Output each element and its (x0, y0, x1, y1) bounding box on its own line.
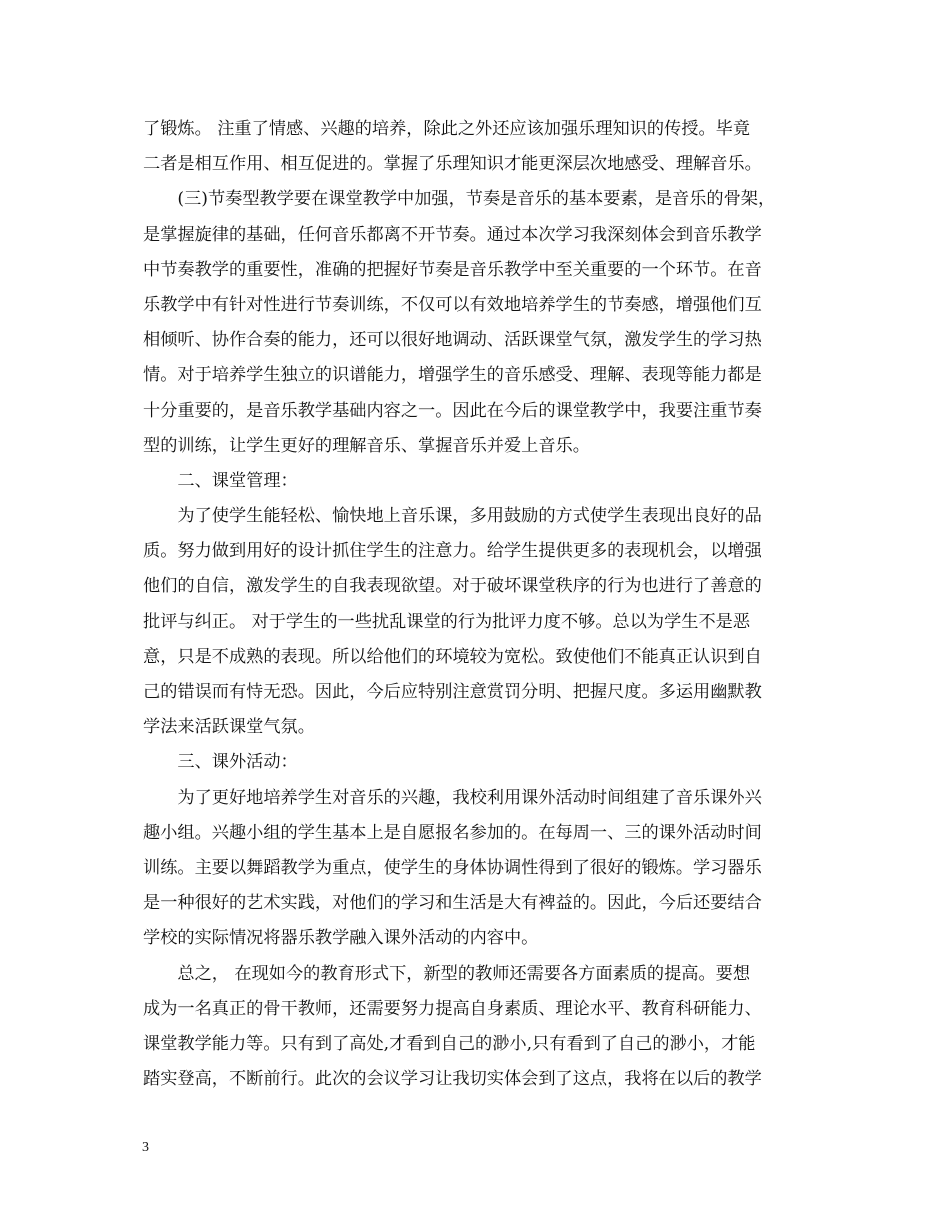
text-line: 情。对于培养学生独立的识谱能力，增强学生的音乐感受、理解、表现等能力都是 (143, 365, 762, 386)
body-text (143, 112, 813, 1097)
text-line: 己的错误而有恃无恐。因此，今后应特别注意赏罚分明、把握尺度。多运用幽默教 (143, 682, 762, 702)
text-line: 中节奏教学的重要性，准确的把握好节奏是音乐教学中至关重要的一个环节。在音 (143, 259, 762, 280)
text-line: 了锻炼。 注重了情感、兴趣的培养，除此之外还应该加强乐理知识的传授。毕竟 (143, 119, 751, 139)
text-line: 乐教学中有针对性进行节奏训练，不仅可以有效地培养学生的节奏感，增强他们互 (143, 294, 762, 315)
text-line: 为了使学生能轻松、愉快地上音乐课，多用鼓励的方式使学生表现出良好的品 (143, 506, 762, 527)
text-line: 课堂教学能力等。只有到了高处,才看到自己的渺小,只有看到了自己的渺小，才能 (143, 1033, 756, 1054)
text-line: 学法来活跃课堂气氛。 (143, 717, 315, 738)
text-line: 二者是相互作用、相互促进的。掌握了乐理知识才能更深层次地感受、理解音乐。 (143, 154, 762, 175)
text-line: 训练。主要以舞蹈教学为重点，使学生的身体协调性得到了很好的锻炼。学习器乐 (143, 857, 762, 878)
text-line: 踏实登高，不断前行。此次的会议学习让我切实体会到了这点，我将在以后的教学 (143, 1069, 762, 1090)
text-line: 三、课外活动： (143, 752, 298, 773)
text-line: 十分重要的，是音乐教学基础内容之一。因此在今后的课堂教学中，我要注重节奏 (143, 400, 762, 421)
text-line: 型的训练，让学生更好的理解音乐、掌握音乐并爱上音乐。 (143, 435, 590, 456)
page-number: 3 (142, 1140, 149, 1155)
text-line: 成为一名真正的骨干教师，还需要努力提高自身素质、理论水平、教育科研能力、 (143, 998, 762, 1019)
text-line: 趣小组。兴趣小组的学生基本上是自愿报名参加的。在每周一、三的课外活动时间 (143, 822, 762, 843)
text-line: 相倾听、协作合奏的能力，还可以很好地调动、活跃课堂气氛，激发学生的学习热 (143, 330, 762, 351)
text-line: 批评与纠正。 对于学生的一些扰乱课堂的行为批评力度不够。总以为学生不是恶 (143, 611, 751, 632)
text-line: 是一种很好的艺术实践，对他们的学习和生活是大有裨益的。因此，今后还要结合 (143, 893, 762, 914)
text-line: 为了更好地培养学生对音乐的兴趣，我校利用课外活动时间组建了音乐课外兴 (143, 787, 762, 808)
text-line: 意，只是不成熟的表现。所以给他们的环境较为宽松。致使他们不能真正认识到自 (143, 646, 762, 667)
text-line: 总之， 在现如今的教育形式下，新型的教师还需要各方面素质的提高。要想 (143, 963, 751, 984)
text-line: 质。努力做到用好的设计抓住学生的注意力。给学生提供更多的表现机会，以增强 (143, 541, 762, 562)
text-line: 他们的自信，激发学生的自我表现欲望。对于破坏课堂秩序的行为也进行了善意的 (143, 576, 762, 597)
text-line: (三)节奏型教学要在课堂教学中加强，节奏是音乐的基本要素，是音乐的骨架， (143, 189, 776, 210)
text-line: 二、课堂管理： (143, 470, 298, 491)
text-line: 是掌握旋律的基础，任何音乐都离不开节奏。通过本次学习我深刻体会到音乐教学 (143, 224, 762, 245)
text-line: 学校的实际情况将器乐教学融入课外活动的内容中。 (143, 928, 539, 949)
